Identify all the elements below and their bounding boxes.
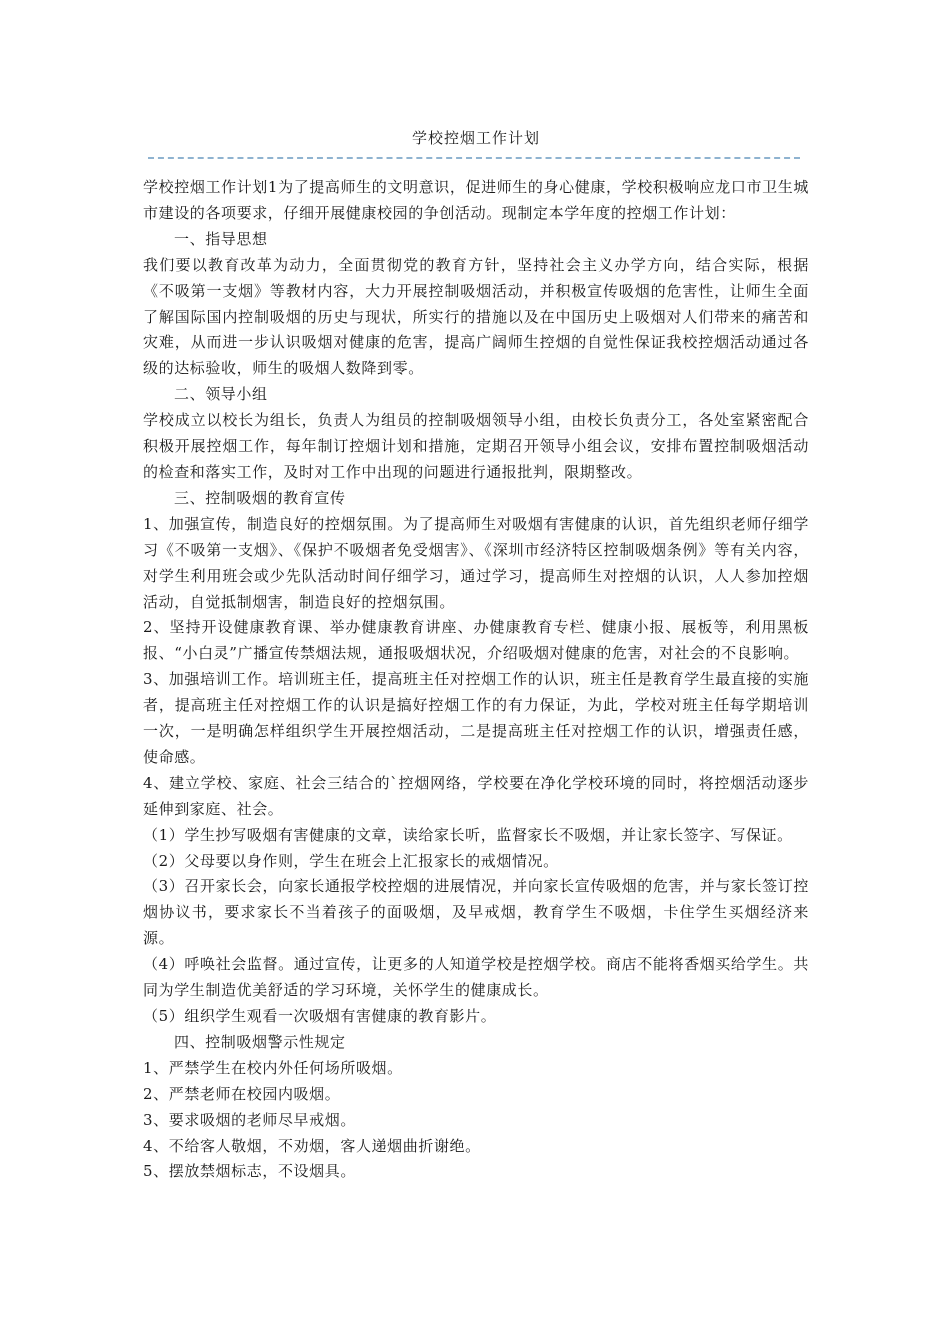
paragraph: 4、建立学校、家庭、社会三结合的`控烟网络，学校要在净化学校环境的同时，将控烟活动逐步延伸到家庭、社会。: [143, 773, 809, 818]
section-heading: 二、领导小组: [174, 385, 268, 404]
section-heading: 一、指导思想: [174, 229, 268, 248]
paragraph: 2、严禁老师在校园内吸烟。: [143, 1084, 341, 1103]
paragraph: 1、严禁学生在校内外任何场所吸烟。: [143, 1058, 403, 1077]
title-divider: [148, 157, 800, 159]
document-title: 学校控烟工作计划: [411, 129, 540, 147]
paragraph: 学校控烟工作计划1为了提高师生的文明意识，促进师生的身心健康，学校积极响应龙口市卫生城市建设的各项要求，仔细开展健康校园的争创活动。现制定本学年度的控烟工作计划：: [143, 178, 809, 222]
paragraph: （1）学生抄写吸烟有害健康的文章，读给家长听，监督家长不吸烟，并让家长签字、写保证。: [143, 825, 793, 844]
document-body: [143, 175, 809, 1185]
paragraph: 学校成立以校长为组长，负责人为组员的控制吸烟领导小组，由校长负责分工，各处室紧密配合积极开展控烟工作，每年制订控烟计划和措施，定期召开领导小组会议，安排布置控制吸烟活动的检查和落实工作，及时对工作中出现的问题进行通报批判，限期整改。: [143, 411, 809, 481]
paragraph: 3、加强培训工作。培训班主任，提高班主任对控烟工作的认识，班主任是教育学生最直接的实施者，提高班主任对控烟工作的认识是搞好控烟工作的有力保证，为此，学校对班主任每学期培训一次，一是明确怎样组织学生开展控烟活动，二是提高班主任对控烟工作的认识，增强责任感，使命感。: [143, 670, 809, 766]
paragraph: （4）呼唤社会监督。通过宣传，让更多的人知道学校是控烟学校。商店不能将香烟买给学生。共同为学生制造优美舒适的学习环境，关怀学生的健康成长。: [143, 955, 809, 1000]
paragraph: 3、要求吸烟的老师尽早戒烟。: [143, 1110, 356, 1129]
section-heading: 四、控制吸烟警示性规定: [174, 1032, 346, 1051]
paragraph: 4、不给客人敬烟，不劝烟，客人递烟曲折谢绝。: [143, 1136, 481, 1155]
paragraph: （2）父母要以身作则，学生在班会上汇报家长的戒烟情况。: [143, 851, 559, 870]
paragraph: 2、坚持开设健康教育课、举办健康教育讲座、办健康教育专栏、健康小报、展板等，利用黑板报、“小白灵”广播宣传禁烟法规，通报吸烟状况，介绍吸烟对健康的危害，对社会的不良影响。: [143, 618, 809, 663]
paragraph: 1、加强宣传，制造良好的控烟氛围。为了提高师生对吸烟有害健康的认识，首先组织老师仔细学习《不吸第一支烟》、《保护不吸烟者免受烟害》、《深圳市经济特区控制吸烟条例》等有关内容，对学生利用班会或少先队活动时间仔细学习，通过学习，提高师生对控烟的认识，人人参加控烟活动，自觉抵制烟害，制造良好的控烟氛围。: [143, 514, 809, 611]
section-heading: 三、控制吸烟的教育宣传: [174, 488, 346, 507]
paragraph: （5）组织学生观看一次吸烟有害健康的教育影片。: [143, 1007, 497, 1025]
paragraph: 5、摆放禁烟标志，不设烟具。: [143, 1162, 356, 1181]
paragraph: 我们要以教育改革为动力，全面贯彻党的教育方针，坚持社会主义办学方向，结合实际，根据《不吸第一支烟》等教材内容，大力开展控制吸烟活动，并积极宣传吸烟的危害性，让师生全面了解国际国内控制吸烟的历史与现状，所实行的措施以及在中国历史上吸烟对人们带来的痛苦和灾难，从而进一步认识吸烟对健康的危害，提高广阔师生控烟的自觉性保证我校控烟活动通过各级的达标验收，师生的吸烟人数降到零。: [143, 255, 809, 378]
paragraph: （3）召开家长会，向家长通报学校控烟的进展情况，并向家长宣传吸烟的危害，并与家长签订控烟协议书，要求家长不当着孩子的面吸烟，及早戒烟，教育学生不吸烟，卡住学生买烟经济来源。: [143, 877, 809, 948]
